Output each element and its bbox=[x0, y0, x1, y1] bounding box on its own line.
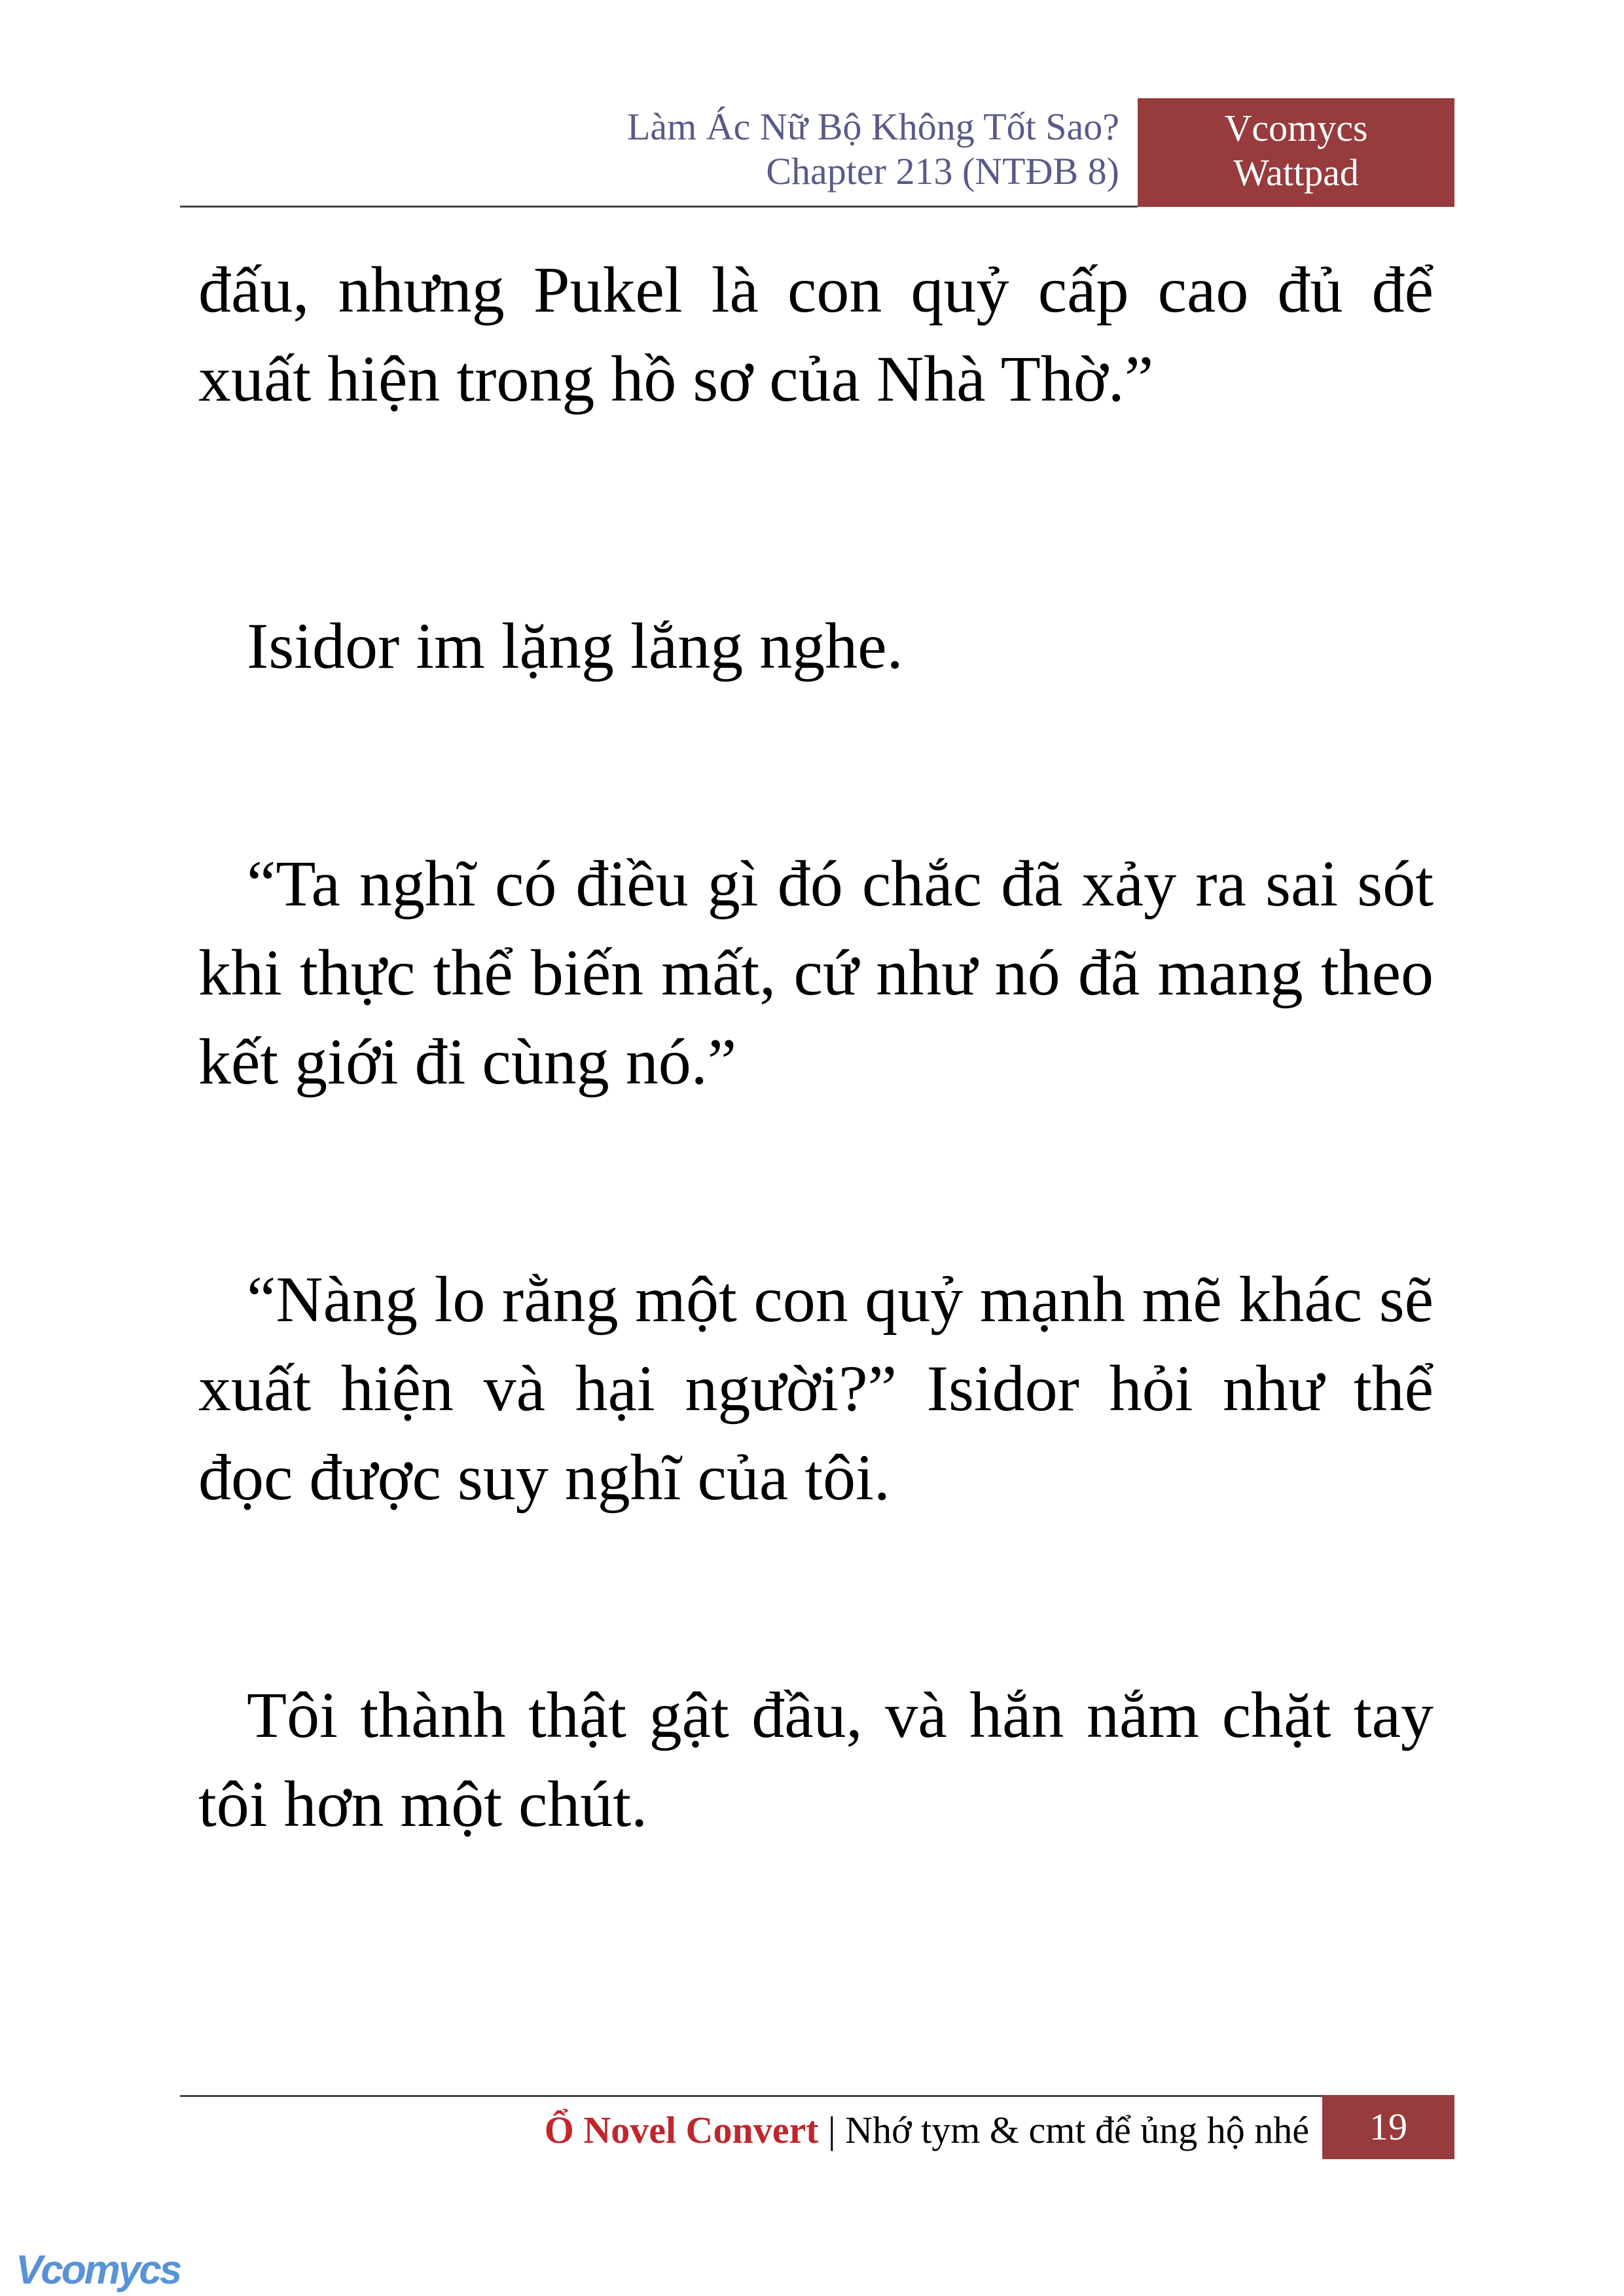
paragraph-5: Tôi thành thật gật đầu, và hắn nắm chặt tay tôi hơn một chút. bbox=[198, 1679, 1434, 1840]
footer-divider bbox=[180, 2095, 1322, 2097]
paragraph-3: “Ta nghĩ có điều gì đó chắc đã xảy ra sai sót khi thực thể biến mất, cứ như nó đã mang theo kết giới đi cùng nó.” bbox=[198, 847, 1434, 1098]
chapter-body bbox=[198, 246, 1434, 1849]
paragraph-2: Isidor im lặng lắng nghe. bbox=[247, 610, 903, 682]
header-source-box bbox=[1138, 98, 1454, 207]
watermark-logo: Vcomycs bbox=[16, 2248, 181, 2293]
source-platform: Wattpad bbox=[1233, 151, 1359, 194]
footer-brand: Ổ Novel Convert bbox=[544, 2109, 819, 2151]
paragraph-1: đấu, nhưng Pukel là con quỷ cấp cao đủ để xuất hiện trong hồ sơ của Nhà Thờ.” bbox=[198, 253, 1434, 415]
header-title bbox=[458, 105, 1119, 194]
footer-note: Nhớ tym & cmt để ủng hộ nhé bbox=[845, 2109, 1309, 2151]
footer-separator: | bbox=[818, 2109, 846, 2151]
paragraph-4: “Nàng lo rằng một con quỷ mạnh mẽ khác sẽ xuất hiện và hại người?” Isidor hỏi như thể đọc được suy nghĩ của tôi. bbox=[198, 1263, 1434, 1514]
book-title: Làm Ác Nữ Bộ Không Tốt Sao? bbox=[626, 105, 1119, 148]
header-divider bbox=[180, 206, 1138, 208]
chapter-title: Chapter 213 (NTĐB 8) bbox=[766, 150, 1119, 192]
footer-text bbox=[458, 2105, 1309, 2155]
source-name: Vcomycs bbox=[1224, 107, 1368, 149]
page-number: 19 bbox=[1322, 2095, 1454, 2159]
